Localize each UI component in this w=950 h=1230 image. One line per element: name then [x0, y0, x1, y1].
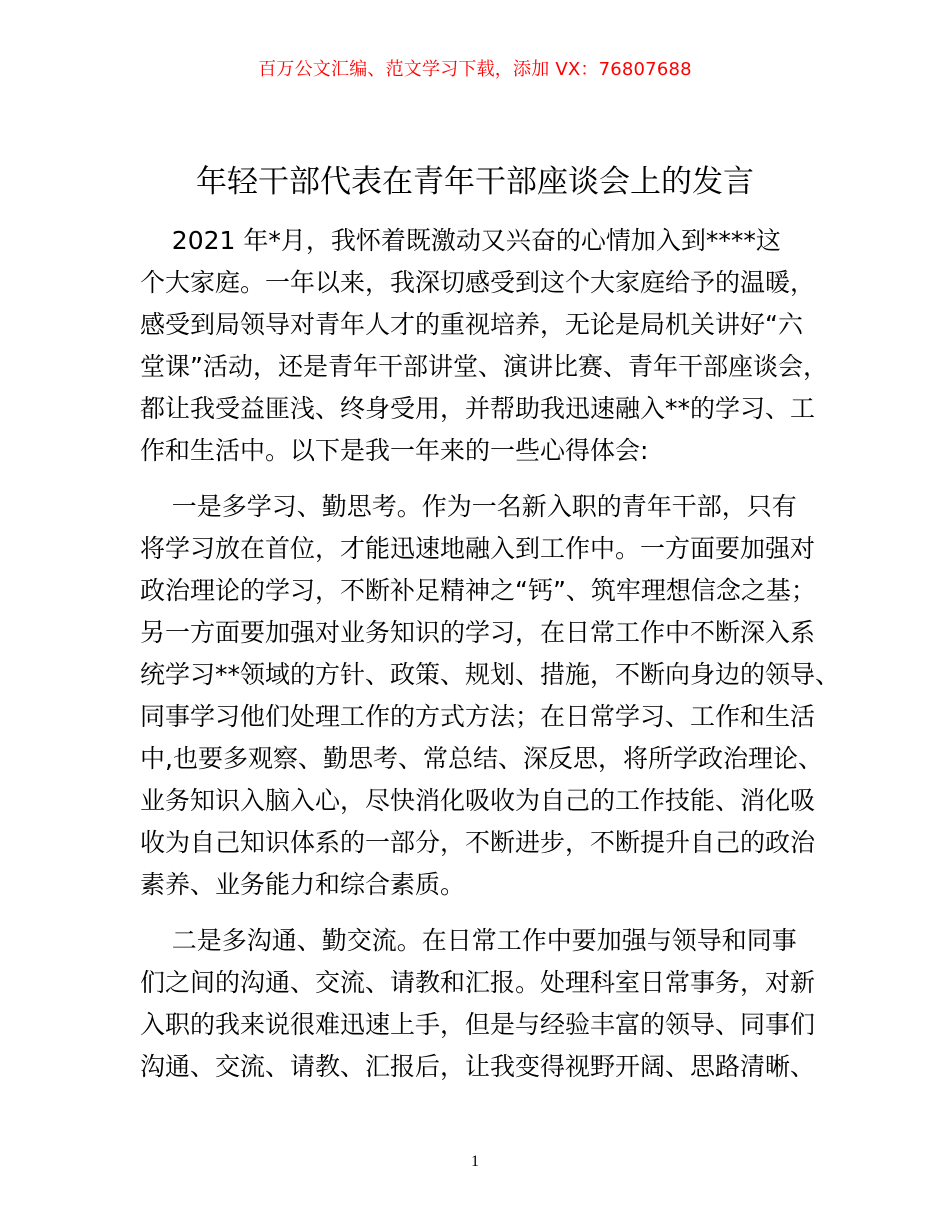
text-line: 沟通、交流、请教、汇报后，让我变得视野开阔、思路清晰、	[140, 1052, 816, 1081]
text-line: 2021 年*月，我怀着既激动又兴奋的心情加入到****这	[140, 226, 781, 255]
header-contact-note: 百万公文汇编、范文学习下载，添加 VX：76807688	[258, 59, 692, 80]
page-number: 1	[471, 1153, 479, 1170]
text-line: 一是多学习、勤思考。作为一名新入职的青年干部，只有	[140, 492, 797, 521]
text-line: 们之间的沟通、交流、请教和汇报。处理科室日常事务，对新	[140, 968, 816, 997]
text-line: 同事学习他们处理工作的方式方法；在日常学习、工作和生活	[140, 702, 816, 731]
text-line: 收为自己知识体系的一部分，不断进步，不断提升自己的政治	[140, 828, 816, 857]
paragraph-study	[140, 486, 840, 906]
text-line: 政治理论的学习，不断补足精神之“钙”、筑牢理想信念之基；	[140, 576, 816, 605]
text-line: 个大家庭。一年以来，我深切感受到这个大家庭给予的温暖，	[140, 268, 816, 297]
text-line: 都让我受益匪浅、终身受用，并帮助我迅速融入**的学习、工	[140, 394, 816, 423]
text-line: 堂课”活动，还是青年干部讲堂、演讲比赛、青年干部座谈会，	[140, 352, 828, 381]
text-line: 二是多沟通、勤交流。在日常工作中要加强与领导和同事	[140, 926, 797, 955]
text-line: 作和生活中。以下是我一年来的一些心得体会:	[140, 436, 649, 465]
text-line: 中,也要多观察、勤思考、常总结、深反思，将所学政治理论、	[140, 744, 823, 773]
document-body	[140, 220, 840, 1088]
text-line: 统学习**领域的方针、政策、规划、措施，不断向身边的领导、	[140, 660, 841, 689]
paragraph-communication	[140, 920, 840, 1088]
text-line: 业务知识入脑入心，尽快消化吸收为自己的工作技能、消化吸	[140, 786, 816, 815]
text-line: 另一方面要加强对业务知识的学习，在日常工作中不断深入系	[140, 618, 816, 647]
text-line: 将学习放在首位，才能迅速地融入到工作中。一方面要加强对	[140, 534, 816, 563]
text-line: 入职的我来说很难迅速上手，但是与经验丰富的领导、同事们	[140, 1010, 816, 1039]
text-line: 素养、业务能力和综合素质。	[140, 870, 466, 899]
text-line: 感受到局领导对青年人才的重视培养，无论是局机关讲好“六	[140, 310, 803, 339]
paragraph-intro	[140, 220, 840, 472]
document-title: 年轻干部代表在青年干部座谈会上的发言	[196, 164, 754, 200]
